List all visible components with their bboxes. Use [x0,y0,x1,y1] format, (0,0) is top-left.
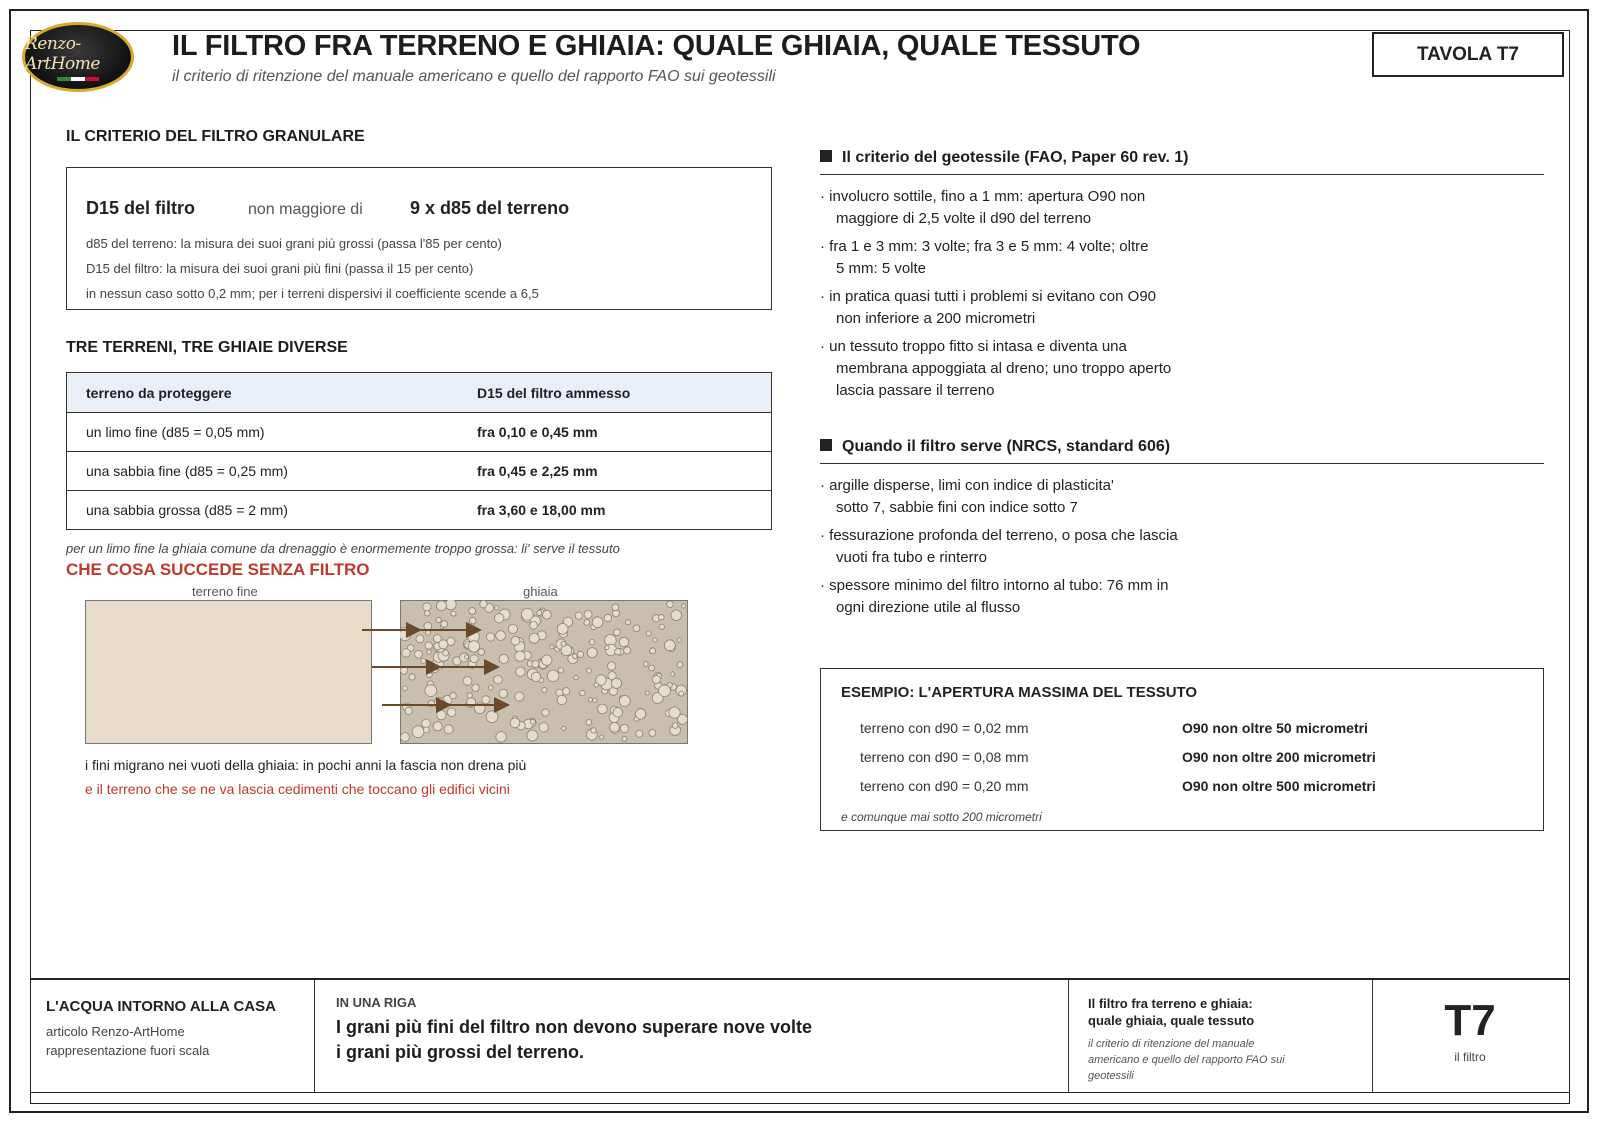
riga-line: i grani più grossi del terreno. [336,1042,585,1062]
bullet-line: vuoti fra tubo e rinterro [836,549,987,566]
rule-right: 9 x d85 del terreno [410,198,570,218]
when-needed-title-text: Quando il filtro serve (NRCS, standard 606) [842,438,1171,455]
table-cell: una sabbia fine (d85 = 0,25 mm) [86,463,288,479]
bullet-line: ogni direzione utile al flusso [836,599,1021,616]
example-row-left: terreno con d90 = 0,08 mm [860,749,1029,765]
granular-section-title: IL CRITERIO DEL FILTRO GRANULARE [66,128,365,145]
pebble [679,691,684,696]
pebble [469,608,476,615]
pebble [659,624,664,629]
pebble [649,729,656,736]
pebble [445,600,456,610]
riga-label: IN UNA RIGA [336,995,417,1010]
footer-bottom-rule [30,1092,1570,1093]
logo-text: Renzo-ArtHome [25,33,100,74]
footer-top-rule [30,978,1570,980]
bullet-line: lascia passare il terreno [836,382,995,399]
example-title: ESEMPIO: L'APERTURA MASSIMA DEL TESSUTO [841,684,1198,701]
pebble [558,668,563,673]
pebble [671,610,682,621]
page-title: IL FILTRO FRA TERRENO E GHIAIA: QUALE GHIAIA, QUALE TESSUTO [172,30,1141,62]
pebble [577,651,583,657]
pebble [650,648,656,654]
when-needed-section-title [820,438,1170,456]
desc-sub: americano e quello del rapporto FAO sui [1088,1054,1285,1066]
pebble [531,672,540,681]
pebble [537,611,542,616]
pebble [433,722,442,731]
section-divider [820,174,1544,175]
bullet-line: · fra 1 e 3 mm: 3 volte; fra 3 e 5 mm: 4 volte; oltre [820,238,1149,255]
no-filter-caption-2: e il terreno che se ne va lascia cedimenti che toccano gli edifici vicini [85,781,510,797]
pebble [633,625,640,632]
pebble [573,654,578,659]
pebble [542,687,547,692]
pebble [511,636,520,645]
riga-line: I grani più fini del filtro non devono superare nove volte [336,1017,813,1037]
pebble [607,662,615,670]
desc-sub: il criterio di ritenzione del manuale [1088,1038,1255,1050]
pebble [677,638,681,642]
pebble [669,707,680,718]
bullet-line: sotto 7, sabbie fini con indice sotto 7 [836,499,1078,516]
pebble [423,603,431,611]
pebble [659,614,665,620]
table-row [67,451,771,490]
series-sub: rappresentazione fuori scala [46,1043,210,1058]
footer-separator [1068,980,1069,1092]
pebble [619,696,630,707]
pebble [574,675,578,679]
pebble [401,733,410,742]
pebble [649,665,655,671]
pebble [532,661,539,668]
pebble [494,606,498,610]
soil-label: terreno fine [192,584,258,599]
example-note: e comunque mai sotto 200 micrometri [841,810,1042,824]
migration-arrows [350,615,510,715]
pebble [561,641,566,646]
pebble [593,698,597,702]
pebble [591,728,596,733]
pebble [542,655,552,665]
table-cell: una sabbia grossa (d85 = 2 mm) [86,502,288,518]
footer-separator [314,980,315,1092]
example-row-right: O90 non oltre 200 micrometri [1182,749,1376,765]
pebble [550,645,554,649]
pebble [510,718,520,728]
pebble [496,732,507,743]
series-title: L'ACQUA INTORNO ALLA CASA [46,998,276,1015]
pebble [587,648,597,658]
pebble [652,675,660,683]
pebble [615,649,621,655]
geotextile-section-title [820,149,1189,167]
pebble [521,608,533,620]
pebble [594,683,598,687]
pebble [444,725,453,734]
pebble [589,640,594,645]
table-header-cell: terreno da proteggere [86,384,232,401]
list-item [820,236,1240,280]
pebble [562,726,566,730]
pebble [622,736,627,741]
granular-note-3: in nessun caso sotto 0,2 mm; per i terreni dispersivi il coefficiente scende a 6,5 [86,286,539,301]
series-sub: articolo Renzo-ArtHome [46,1024,185,1039]
pebble [605,645,609,649]
pebble [600,735,604,739]
pebble [659,685,671,697]
pebble [610,722,620,732]
geotextile-title-text: Il criterio del geotessile (FAO, Paper 60 rev. 1) [842,149,1189,166]
pebble [557,624,568,635]
example-row-left: terreno con d90 = 0,02 mm [860,720,1029,736]
example-row-right: O90 non oltre 50 micrometri [1182,720,1368,736]
pebble [664,640,675,651]
pebble [515,692,524,701]
pebble [542,709,549,716]
desc-sub: geotessili [1088,1070,1134,1082]
pebble [613,708,623,718]
list-item [820,336,1240,402]
table-cell: fra 0,10 e 0,45 mm [477,424,598,440]
pebble [529,633,539,643]
pebble [626,620,631,625]
pebble [539,723,548,732]
tavola-code-sub: il filtro [1454,1050,1486,1064]
bullet-line: 5 mm: 5 volte [836,260,927,277]
gravel-label: ghiaia [523,584,558,599]
pebble [677,662,683,668]
table-cell: un limo fine (d85 = 0,05 mm) [86,424,265,440]
bullet-line: · spessore minimo del filtro intorno al tubo: 76 mm in [820,577,1169,594]
bullet-line: membrana appoggiata al dreno; uno troppo aperto [836,360,1172,377]
pebble [636,730,643,737]
pebble [412,726,424,738]
list-item [820,475,1240,519]
pebble [645,691,649,695]
list-item [820,286,1240,330]
page-subtitle: il criterio di ritenzione del manuale americano e quello del rapporto FAO sui geotessili [172,68,776,85]
pebble [587,668,592,673]
soils-note: per un limo fine la ghiaia comune da drenaggio è enormemente troppo grossa: li' serve il tessuto [66,541,620,556]
bullet-line: · fessurazione profonda del terreno, o posa che lascia [820,527,1178,544]
granular-note-2: D15 del filtro: la misura dei suoi grani più fini (passa il 15 per cento) [86,261,474,276]
pebble [646,631,651,636]
pebble [557,695,567,705]
pebble [531,719,536,724]
flag-icon [57,77,99,81]
bullet-line: · un tessuto troppo fitto si intasa e diventa una [820,338,1127,355]
bullet-line: non inferiore a 200 micrometri [836,310,1036,327]
desc-title: quale ghiaia, quale tessuto [1088,1013,1255,1028]
pebble [436,601,446,611]
example-row-left: terreno con d90 = 0,20 mm [860,778,1029,794]
pebble [575,612,582,619]
pebble [588,698,592,702]
pebble [667,601,674,608]
brand-logo[interactable] [22,22,134,92]
bullet-line: maggiore di 2,5 volte il d90 del terreno [836,210,1092,227]
table-header-row [67,373,771,412]
pebble [624,647,631,654]
pebble [584,620,590,626]
rule-left: D15 del filtro [86,198,196,218]
fine-soil-block [85,600,372,744]
tavola-badge: TAVOLA T7 [1372,32,1564,77]
pebble [563,688,570,695]
pebble [611,678,621,688]
pebble [682,604,686,608]
pebble [480,600,488,608]
table-row [67,490,771,529]
pebble [598,704,608,714]
example-row-right: O90 non oltre 500 micrometri [1182,778,1376,794]
no-filter-caption-1: i fini migrano nei vuoti della ghiaia: in pochi anni la fascia non drena più [85,757,527,773]
pebble [543,610,552,619]
pebble [516,667,526,677]
no-filter-title: CHE COSA SUCCEDE SENZA FILTRO [66,560,370,579]
pebble [671,672,675,676]
pebble [635,709,645,719]
list-item [820,575,1240,619]
square-bullet-icon [820,150,832,162]
square-bullet-icon [820,439,832,451]
list-item [820,525,1240,569]
bullet-line: · argille disperse, limi con indice di plasticita' [820,477,1114,494]
pebble [672,723,678,729]
pebble [527,730,538,741]
three-soils-section-title: TRE TERRENI, TRE GHIAIE DIVERSE [66,339,348,356]
pebble [592,617,603,628]
list-item [820,186,1240,230]
pebble [530,621,538,629]
pebble [614,629,621,636]
pebble [612,604,619,611]
section-divider [820,463,1544,464]
bullet-line: · in pratica quasi tutti i problemi si evitano con O90 [820,288,1156,305]
pebble [653,638,657,642]
rule-mid: non maggiore di [248,201,363,218]
pebble [644,662,649,667]
pebble [586,719,592,725]
pebble [422,719,431,728]
table-row [67,412,771,451]
bullet-line: · involucro sottile, fino a 1 mm: apertura O90 non [820,188,1146,205]
pebble [620,724,628,732]
pebble [423,727,429,733]
soils-table [66,372,772,530]
pebble [584,610,592,618]
pebble [515,651,525,661]
granular-note-1: d85 del terreno: la misura dei suoi grani più grossi (passa l'85 per cento) [86,236,502,251]
pebble [547,670,559,682]
pebble [580,690,586,696]
table-cell: fra 3,60 e 18,00 mm [477,502,606,518]
desc-title: Il filtro fra terreno e ghiaia: [1088,996,1253,1011]
pebble [604,614,612,622]
table-header-cell: D15 del filtro ammesso [477,384,631,401]
tavola-code: T7 [1444,996,1496,1045]
table-cell: fra 0,45 e 2,25 mm [477,463,598,479]
pebble [619,637,628,646]
